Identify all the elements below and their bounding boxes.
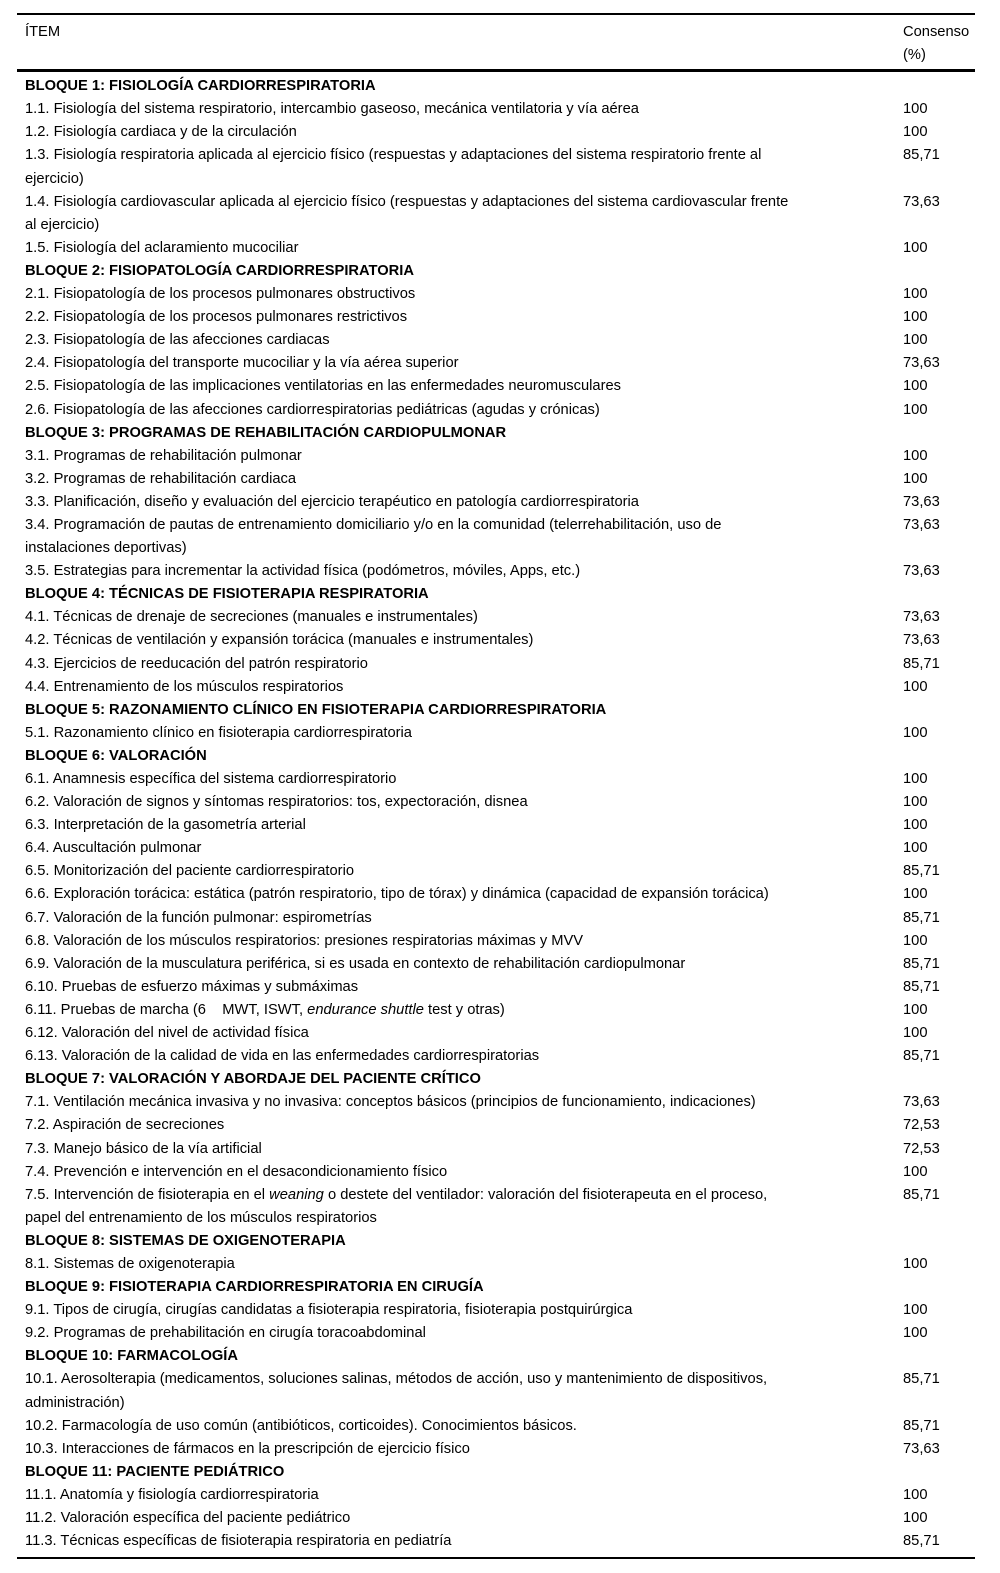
item-text: 2.5. Fisiopatología de las implicaciones ventilatorias en las enfermedades neuromusculares	[25, 378, 621, 395]
item-cell	[25, 1114, 903, 1137]
item-text: 2.2. Fisiopatología de los procesos pulmonares restrictivos	[25, 309, 408, 326]
item-text: 3.1. Programas de rehabilitación pulmonar	[25, 447, 302, 464]
consensus-cell: 72,53	[903, 1140, 940, 1157]
item-text: 6.12. Valoración del nivel de actividad física	[25, 1025, 309, 1042]
item-cell	[25, 1484, 903, 1507]
item-cell	[25, 1415, 903, 1438]
item-row	[25, 1045, 975, 1068]
item-row	[25, 144, 975, 190]
item-text: administración)	[25, 1394, 125, 1411]
item-text: 11.1. Anatomía y fisiología cardiorrespiratoria	[25, 1486, 319, 1503]
item-text: 2.4. Fisiopatología del transporte mucociliar y la vía aérea superior	[25, 355, 459, 372]
item-text: 6.1. Anamnesis específica del sistema cardiorrespiratorio	[25, 771, 397, 787]
item-row	[25, 722, 975, 745]
consensus-cell: 100	[903, 1001, 928, 1018]
item-row	[25, 352, 975, 375]
item-text: BLOQUE 7: VALORACIÓN Y ABORDAJE DEL PACIENTE CRÍTICO	[25, 1071, 481, 1088]
item-text: 10.2. Farmacología de uso común (antibióticos, corticoides). Conocimientos básicos.	[25, 1417, 577, 1434]
consensus-cell: 100	[903, 886, 928, 903]
consensus-cell: 73,63	[903, 632, 940, 649]
item-text: 2.6. Fisiopatología de las afecciones cardiorrespiratorias pediátricas (agudas y crónicas)	[25, 401, 600, 418]
item-text: 4.3. Ejercicios de reeducación del patrón respiratorio	[25, 655, 368, 672]
item-cell	[25, 121, 903, 144]
block-header-row	[25, 583, 975, 606]
consensus-cell: 100	[903, 378, 928, 395]
item-row	[25, 1368, 975, 1414]
table-body	[17, 72, 975, 1557]
item-cell	[25, 907, 903, 930]
item-row	[25, 399, 975, 422]
item-cell	[25, 1299, 903, 1322]
item-cell	[25, 144, 903, 190]
item-cell	[25, 583, 903, 606]
item-text: 10.1. Aerosolterapia (medicamentos, soluciones salinas, métodos de acción, uso y mantenimiento de dispositivos,	[25, 1371, 768, 1388]
consensus-cell: 100	[903, 817, 928, 834]
consensus-cell: 100	[903, 1302, 928, 1319]
item-text-italic: endurance shuttle	[307, 1001, 424, 1018]
item-cell	[25, 722, 903, 745]
item-row	[25, 560, 975, 583]
consensus-header-label: Consenso	[903, 24, 970, 40]
item-cell	[25, 1253, 903, 1276]
item-cell	[25, 306, 903, 329]
item-cell	[25, 629, 903, 652]
item-text: 4.4. Entrenamiento de los músculos respiratorios	[25, 678, 344, 695]
item-text-italic: weaning	[269, 1186, 324, 1203]
item-cell	[25, 98, 903, 121]
item-row	[25, 237, 975, 260]
block-header-row	[25, 1345, 975, 1368]
consensus-cell: 73,63	[903, 1440, 940, 1457]
item-row	[25, 491, 975, 514]
item-row	[25, 1299, 975, 1322]
item-text: 6.9. Valoración de la musculatura periférica, si es usada en contexto de rehabilitación cardiopulmonar	[25, 955, 686, 972]
item-row	[25, 1184, 975, 1230]
consensus-cell: 73,63	[903, 355, 940, 372]
item-text: BLOQUE 10: FARMACOLOGÍA	[25, 1348, 238, 1365]
item-row	[25, 814, 975, 837]
item-text: BLOQUE 4: TÉCNICAS DE FISIOTERAPIA RESPIRATORIA	[25, 586, 429, 603]
item-text: 1.1. Fisiología del sistema respiratorio, intercambio gaseoso, mecánica ventilatoria y vía aérea	[25, 101, 639, 118]
item-text: 2.1. Fisiopatología de los procesos pulmonares obstructivos	[25, 286, 416, 303]
consensus-cell: 85,71	[903, 978, 940, 995]
item-text: papel del entrenamiento de los músculos respiratorios	[25, 1209, 377, 1226]
consensus-cell: 100	[903, 124, 928, 141]
item-cell	[25, 260, 903, 283]
item-cell	[25, 1022, 903, 1045]
item-row	[25, 1484, 975, 1507]
item-text: BLOQUE 1: FISIOLOGÍA CARDIORRESPIRATORIA	[25, 78, 376, 95]
item-text: 6.2. Valoración de signos y síntomas respiratorios: tos, expectoración, disnea	[25, 794, 528, 811]
item-cell	[25, 1345, 903, 1368]
item-row	[25, 1161, 975, 1184]
item-text: BLOQUE 2: FISIOPATOLOGÍA CARDIORRESPIRATORIA	[25, 262, 414, 279]
item-cell	[25, 283, 903, 306]
consensus-cell: 100	[903, 447, 928, 464]
item-text: BLOQUE 9: FISIOTERAPIA CARDIORRESPIRATORIA EN CIRUGÍA	[25, 1279, 484, 1296]
item-row	[25, 791, 975, 814]
item-cell	[25, 1091, 903, 1114]
item-cell	[25, 1438, 903, 1461]
item-cell	[25, 1230, 903, 1253]
item-cell	[25, 1507, 903, 1530]
consensus-cell: 85,71	[903, 1048, 940, 1065]
consensus-cell: 73,63	[903, 563, 940, 580]
item-cell	[25, 768, 903, 791]
consensus-column-header	[903, 21, 975, 67]
item-cell	[25, 468, 903, 491]
consensus-cell: 100	[903, 724, 928, 741]
item-cell	[25, 606, 903, 629]
item-cell	[25, 883, 903, 906]
item-row	[25, 860, 975, 883]
item-row	[25, 1253, 975, 1276]
item-row	[25, 606, 975, 629]
item-cell	[25, 860, 903, 883]
item-row	[25, 121, 975, 144]
consensus-cell: 100	[903, 239, 928, 256]
item-cell	[25, 75, 903, 98]
consensus-cell: 85,71	[903, 1533, 940, 1550]
item-text: 3.5. Estrategias para incrementar la actividad física (podómetros, móviles, Apps, etc.)	[25, 563, 581, 580]
item-text: ejercicio)	[25, 170, 84, 187]
item-text: BLOQUE 6: VALORACIÓN	[25, 747, 207, 764]
item-cell	[25, 837, 903, 860]
block-header-row	[25, 1276, 975, 1299]
item-row	[25, 883, 975, 906]
item-text: 1.5. Fisiología del aclaramiento mucociliar	[25, 239, 299, 256]
consensus-cell: 100	[903, 932, 928, 949]
item-row	[25, 1438, 975, 1461]
block-header-row	[25, 699, 975, 722]
item-cell	[25, 191, 903, 237]
item-text: 2.3. Fisiopatología de las afecciones cardiacas	[25, 332, 330, 349]
consensus-cell: 100	[903, 1163, 928, 1180]
item-row	[25, 1507, 975, 1530]
item-text: 6.5. Monitorización del paciente cardiorrespiratorio	[25, 863, 355, 880]
block-header-row	[25, 1461, 975, 1484]
item-cell	[25, 329, 903, 352]
consensus-cell: 85,71	[903, 1417, 940, 1434]
item-row	[25, 1530, 975, 1553]
item-text: 8.1. Sistemas de oxigenoterapia	[25, 1255, 235, 1272]
item-cell	[25, 699, 903, 722]
consensus-cell: 100	[903, 1255, 928, 1272]
item-row	[25, 976, 975, 999]
item-column-header: ÍTEM	[25, 24, 61, 40]
consensus-cell: 73,63	[903, 609, 940, 626]
item-cell	[25, 1068, 903, 1091]
item-text: 9.2. Programas de prehabilitación en cirugía toracoabdominal	[25, 1325, 426, 1342]
consensus-table	[17, 13, 975, 1559]
consensus-cell: 85,71	[903, 1371, 940, 1388]
block-header-row	[25, 422, 975, 445]
item-cell	[25, 745, 903, 768]
consensus-cell: 85,71	[903, 863, 940, 880]
item-text: 6.10. Pruebas de esfuerzo máximas y submáximas	[25, 978, 359, 995]
item-row	[25, 283, 975, 306]
consensus-cell: 73,63	[903, 193, 940, 210]
item-cell	[25, 491, 903, 514]
item-row	[25, 953, 975, 976]
item-text: al ejercicio)	[25, 216, 100, 233]
item-text: test y otras)	[423, 1001, 505, 1018]
item-cell	[25, 560, 903, 583]
block-header-row	[25, 745, 975, 768]
item-text: 6.8. Valoración de los músculos respiratorios: presiones respiratorias máximas y MVV	[25, 932, 584, 949]
item-row	[25, 1022, 975, 1045]
consensus-cell: 100	[903, 286, 928, 303]
consensus-cell: 85,71	[903, 909, 940, 926]
item-text: 3.4. Programación de pautas de entrenamiento domiciliario y/o en la comunidad (telerrehabilitación, uso de	[25, 516, 722, 533]
item-text: 7.5. Intervención de fisioterapia en el	[25, 1186, 270, 1203]
item-text: 6.3. Interpretación de la gasometría arterial	[25, 817, 306, 834]
item-row	[25, 999, 975, 1022]
item-text: o destete del ventilador: valoración del fisioterapeuta en el proceso,	[323, 1186, 768, 1203]
item-text: 11.3. Técnicas específicas de fisioterapia respiratoria en pediatría	[25, 1533, 452, 1550]
item-row	[25, 1138, 975, 1161]
consensus-cell: 85,71	[903, 147, 940, 164]
item-row	[25, 306, 975, 329]
item-cell	[25, 676, 903, 699]
item-text: 1.2. Fisiología cardiaca y de la circulación	[25, 124, 297, 141]
block-header-row	[25, 1068, 975, 1091]
item-text: 10.3. Interacciones de fármacos en la prescripción de ejercicio físico	[25, 1440, 470, 1457]
consensus-cell: 100	[903, 771, 928, 787]
item-row	[25, 1091, 975, 1114]
item-cell	[25, 1184, 903, 1230]
item-cell	[25, 352, 903, 375]
item-text: 1.3. Fisiología respiratoria aplicada al ejercicio físico (respuestas y adaptaciones del sistema respiratorio frente al	[25, 147, 762, 164]
consensus-cell: 100	[903, 678, 928, 695]
block-header-row	[25, 1230, 975, 1253]
consensus-cell: 73,63	[903, 493, 940, 510]
item-text: 5.1. Razonamiento clínico en fisioterapia cardiorrespiratoria	[25, 724, 412, 741]
block-header-row	[25, 75, 975, 98]
item-text: 6.13. Valoración de la calidad de vida en las enfermedades cardiorrespiratorias	[25, 1048, 540, 1065]
item-cell	[25, 237, 903, 260]
item-cell	[25, 1138, 903, 1161]
item-cell	[25, 1045, 903, 1068]
item-text: BLOQUE 8: SISTEMAS DE OXIGENOTERAPIA	[25, 1232, 346, 1249]
consensus-cell: 85,71	[903, 955, 940, 972]
item-cell	[25, 1368, 903, 1414]
consensus-cell: 100	[903, 309, 928, 326]
item-row	[25, 375, 975, 398]
item-text: instalaciones deportivas)	[25, 540, 187, 557]
consensus-cell: 100	[903, 1510, 928, 1526]
item-cell	[25, 953, 903, 976]
item-row	[25, 837, 975, 860]
item-row	[25, 930, 975, 953]
table-header-row	[17, 15, 975, 72]
item-row	[25, 1415, 975, 1438]
item-row	[25, 768, 975, 791]
item-cell	[25, 399, 903, 422]
item-text: BLOQUE 11: PACIENTE PEDIÁTRICO	[25, 1463, 285, 1480]
item-text: 4.1. Técnicas de drenaje de secreciones (manuales e instrumentales)	[25, 609, 478, 626]
item-cell	[25, 1276, 903, 1299]
item-text: 6.7. Valoración de la función pulmonar: espirometrías	[25, 909, 372, 926]
consensus-cell: 100	[903, 1325, 928, 1342]
item-cell	[25, 930, 903, 953]
item-row	[25, 445, 975, 468]
item-text: 1.4. Fisiología cardiovascular aplicada al ejercicio físico (respuestas y adaptaciones del sistema cardiovascular frente	[25, 193, 789, 210]
consensus-cell: 85,71	[903, 655, 940, 672]
item-text: 3.2. Programas de rehabilitación cardiaca	[25, 470, 297, 487]
item-cell	[25, 422, 903, 445]
consensus-cell: 100	[903, 470, 928, 487]
item-row	[25, 329, 975, 352]
item-row	[25, 1322, 975, 1345]
item-text: 9.1. Tipos de cirugía, cirugías candidatas a fisioterapia respiratoria, fisioterapia postquirúrgica	[25, 1302, 633, 1319]
item-cell	[25, 791, 903, 814]
item-cell	[25, 514, 903, 560]
item-text: 7.2. Aspiración de secreciones	[25, 1117, 225, 1134]
item-cell	[25, 1530, 903, 1553]
item-text: 6.11. Pruebas de marcha (6 MWT, ISWT,	[25, 1001, 308, 1018]
consensus-header-unit: (%)	[903, 47, 926, 64]
item-cell	[25, 976, 903, 999]
item-text: 7.3. Manejo básico de la vía artificial	[25, 1140, 262, 1157]
item-cell	[25, 375, 903, 398]
consensus-cell: 100	[903, 794, 928, 811]
item-row	[25, 629, 975, 652]
item-row	[25, 907, 975, 930]
item-cell	[25, 999, 903, 1022]
item-row	[25, 98, 975, 121]
item-cell	[25, 1461, 903, 1484]
item-text: 6.4. Auscultación pulmonar	[25, 840, 202, 857]
item-cell	[25, 445, 903, 468]
block-header-row	[25, 260, 975, 283]
item-text: BLOQUE 5: RAZONAMIENTO CLÍNICO EN FISIOTERAPIA CARDIORRESPIRATORIA	[25, 701, 607, 718]
consensus-cell: 73,63	[903, 1094, 940, 1111]
consensus-cell: 73,63	[903, 516, 940, 533]
consensus-cell: 100	[903, 101, 928, 118]
item-text: 3.3. Planificación, diseño y evaluación del ejercicio terapéutico en patología cardiorrespiratoria	[25, 493, 639, 510]
item-text: 11.2. Valoración específica del paciente pediátrico	[25, 1510, 351, 1526]
item-text: 4.2. Técnicas de ventilación y expansión torácica (manuales e instrumentales)	[25, 632, 534, 649]
consensus-cell: 72,53	[903, 1117, 940, 1134]
item-text: 7.4. Prevención e intervención en el desacondicionamiento físico	[25, 1163, 448, 1180]
consensus-cell: 100	[903, 1486, 928, 1503]
item-cell	[25, 1322, 903, 1345]
consensus-cell: 100	[903, 840, 928, 857]
item-row	[25, 1114, 975, 1137]
item-cell	[25, 814, 903, 837]
item-text: BLOQUE 3: PROGRAMAS DE REHABILITACIÓN CARDIOPULMONAR	[25, 424, 507, 441]
item-text: 6.6. Exploración torácica: estática (patrón respiratorio, tipo de tórax) y dinámica (capacidad de expansión torácica)	[25, 886, 769, 903]
item-row	[25, 676, 975, 699]
item-row	[25, 468, 975, 491]
consensus-cell: 100	[903, 1025, 928, 1042]
item-row	[25, 191, 975, 237]
consensus-cell: 100	[903, 401, 928, 418]
item-text: 7.1. Ventilación mecánica invasiva y no invasiva: conceptos básicos (principios de funcionamiento, indicaciones)	[25, 1094, 756, 1111]
item-row	[25, 514, 975, 560]
consensus-cell: 100	[903, 332, 928, 349]
consensus-cell: 85,71	[903, 1186, 940, 1203]
item-row	[25, 653, 975, 676]
item-cell	[25, 1161, 903, 1184]
item-cell	[25, 653, 903, 676]
